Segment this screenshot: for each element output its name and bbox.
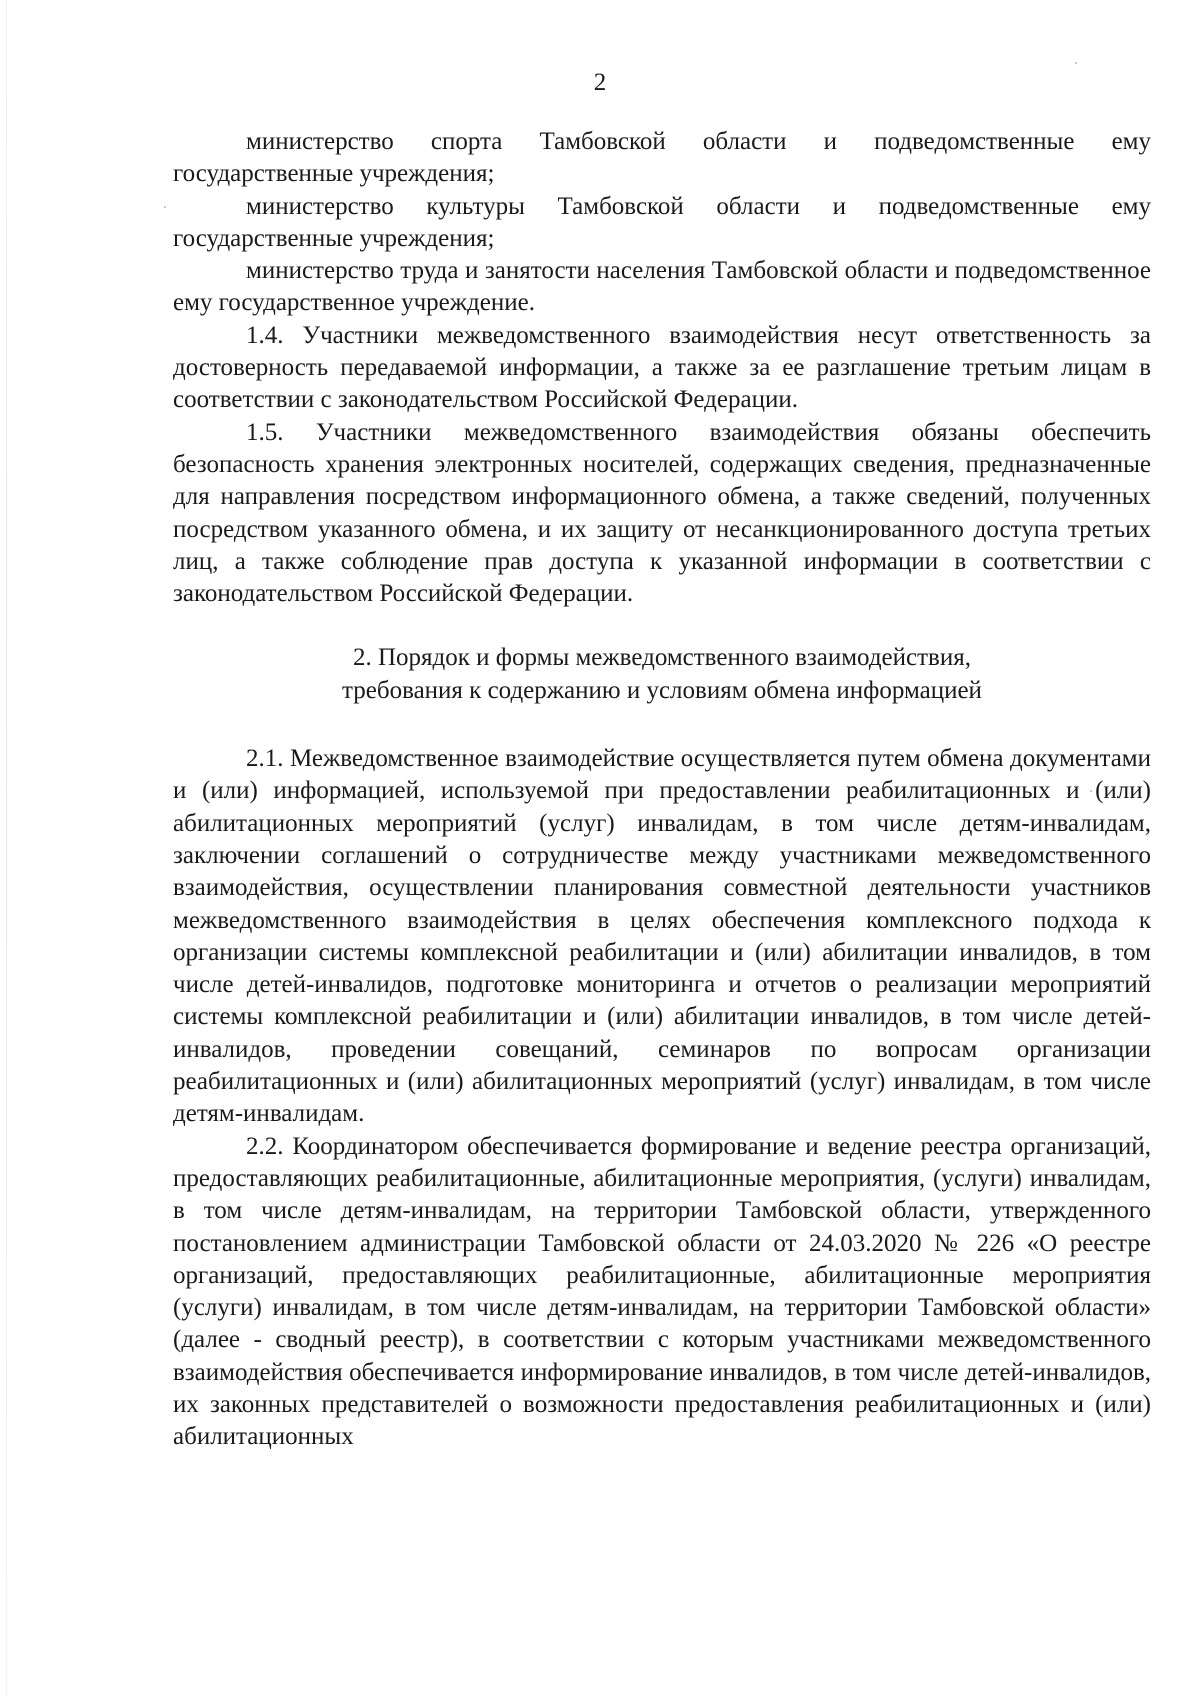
- section-heading-line-2: требования к содержанию и условиям обмена информацией: [342, 676, 982, 704]
- paragraph-2-2: 2.2. Координатором обеспечивается формирование и ведение реестра организаций, предоставляющих реабилитационные, абилитационные мероприятия, (услуги) инвалидам, в том числе детям-инвалидам, на территории Тамбовской области, утвержденного постановлением администрации Тамбовской области от 24.03.2020 № 226 «О реестре организаций, предоставляющих реабилитационные, абилитационные мероприятия (услуги) инвалидам, в том числе детям-инвалидам, на территории Тамбовской области» (далее - сводный реестр), в соответствии с которым участниками межведомственного взаимодействия обеспечивается информирование инвалидов, в том числе детей-инвалидов, их законных представителей о возможности предоставления реабилитационных и (или) абилитационных: [173, 1132, 1151, 1451]
- section-heading-line-1: 2. Порядок и формы межведомственного взаимодействия,: [353, 644, 971, 672]
- scan-speck: [164, 206, 166, 208]
- paragraph-ministry-labor: министерство труда и занятости населения Тамбовской области и подведомственное ему государственное учреждение.: [173, 257, 1151, 317]
- paragraph-2-1: 2.1. Межведомственное взаимодействие осуществляется путем обмена документами и (или) информацией, используемой при предоставлении реабилитационных и (или) абилитационных мероприятий (услуг) инвалидам, в том числе детям-инвалидам, заключении соглашений о сотрудничестве между участниками межведомственного взаимодействия, осуществлении планирования совместной деятельности участников межведомственного взаимодействия в целях обеспечения комплексного подхода к организации системы комплексной реабилитации и (или) абилитации инвалидов, в том числе детей-инвалидов, подготовке мониторинга и отчетов о реализации мероприятий системы комплексной реабилитации и (или) абилитации инвалидов, в том числе детей-инвалидов, проведении совещаний, семинаров по вопросам организации реабилитационных и (или) абилитационных мероприятий (услуг) инвалидам, в том числе детям-инвалидам.: [173, 745, 1151, 1128]
- paragraph-ministry-culture: министерство культуры Тамбовской области и подведомственные ему государственные учреждения;: [173, 192, 1151, 252]
- paragraph-ministry-sport: министерство спорта Тамбовской области и подведомственные ему государственные учреждения;: [173, 128, 1151, 188]
- document-body: [173, 126, 1151, 1454]
- scan-edge: [6, 0, 7, 1697]
- paragraph-1-4: 1.4. Участники межведомственного взаимодействия несут ответственность за достоверность передаваемой информации, а также за ее разглашение третьим лицам в соответствии с законодательством Российской Федерации.: [173, 321, 1151, 414]
- page-number: 2: [593, 69, 607, 96]
- paragraph-1-5: 1.5. Участники межведомственного взаимодействия обязаны обеспечить безопасность хранения электронных носителей, содержащих сведения, предназначенные для направления посредством информационного обмена, а также сведений, полученных посредством указанного обмена, и их защиту от несанкционированного доступа третьих лиц, а также соблюдение прав доступа к указанной информации в соответствии с законодательством Российской Федерации.: [173, 418, 1151, 608]
- section-heading: [173, 610, 1151, 743]
- scan-speck: [1075, 62, 1077, 64]
